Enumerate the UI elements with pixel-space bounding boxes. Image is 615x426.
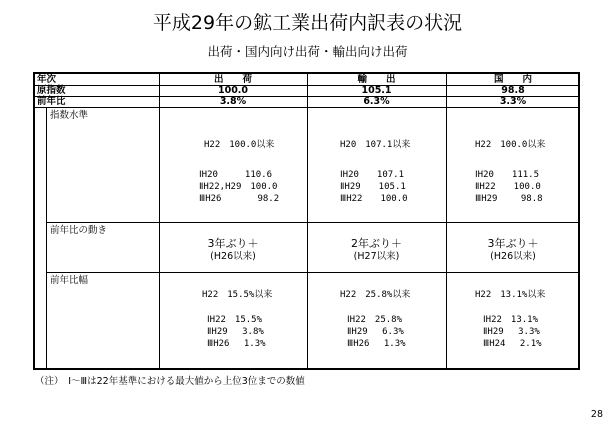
yoy-range-shipments-lead: H22 15.5%以来	[202, 290, 273, 300]
yoy-range-domestic-line: ⅠH22 13.1%	[483, 315, 539, 325]
yoy-range-shipments-line: ⅢH26 1.3%	[207, 339, 266, 349]
index-level-domestic-line: ⅠH20 111.5	[475, 170, 540, 180]
index-domestic: 98.8	[501, 85, 525, 96]
row-divider	[46, 222, 578, 223]
yoy-range-exports-line: ⅡH29 6.3%	[347, 327, 404, 337]
yoy-range-domestic-lead: H22 13.1%以来	[475, 290, 546, 300]
yoy-range-shipments-line: ⅡH29 3.8%	[207, 327, 264, 337]
summary-table	[33, 72, 580, 370]
yoy-trend-exports-since: (H27以来)	[353, 251, 400, 262]
index-level-domestic-lead: H22 100.0以来	[475, 140, 546, 150]
section-label-yoy-range: 前年比幅	[50, 275, 89, 286]
section-label-index-level: 指数水準	[50, 110, 89, 121]
index-level-exports-line: ⅢH22 100.0	[340, 194, 408, 204]
header-shipments: 出 荷	[213, 74, 252, 85]
yoy-range-shipments-line: ⅠH22 15.5%	[207, 315, 263, 325]
index-level-exports-line: ⅡH29 105.1	[340, 182, 406, 192]
index-level-shipments-line: ⅠH20 110.6	[199, 170, 273, 180]
section-label-yoy-trend: 前年比の動き	[50, 225, 108, 236]
yoy-range-exports-line: ⅢH26 1.3%	[347, 339, 406, 349]
index-level-domestic-line: ⅡH22 100.0	[475, 182, 541, 192]
yoy-range-domestic-line: ⅡH29 3.3%	[483, 327, 540, 337]
index-level-domestic-line: ⅢH29 98.8	[475, 194, 543, 204]
index-shipments: 100.0	[217, 85, 249, 96]
page-subtitle: 出荷・国内向け出荷・輸出向け出荷	[207, 44, 408, 59]
index-level-exports-lead: H20 107.1以来	[340, 140, 411, 150]
yoy-domestic: 3.3%	[499, 96, 527, 107]
index-level-shipments-line: ⅢH26 98.2	[199, 194, 280, 204]
column-divider	[446, 74, 447, 368]
column-divider	[46, 107, 47, 368]
yoy-range-domestic-line: ⅢH24 2.1%	[483, 339, 542, 349]
page-number: 28	[590, 409, 603, 420]
header-domestic: 国 内	[493, 74, 532, 85]
page-title: 平成29年の鉱工業出荷内訳表の状況	[152, 12, 463, 34]
header-year: 年次	[37, 74, 57, 85]
yoy-trend-shipments: 3年ぶり＋	[207, 237, 259, 250]
yoy-exports: 6.3%	[363, 96, 390, 107]
header-exports: 輸 出	[357, 74, 396, 85]
index-level-shipments-line: ⅡH22,H29 100.0	[199, 182, 278, 192]
index-level-shipments-lead: H22 100.0以来	[204, 140, 275, 150]
index-level-exports-line: ⅠH20 107.1	[340, 170, 405, 180]
row-divider	[46, 272, 578, 273]
yoy-trend-domestic-since: (H26以来)	[490, 251, 536, 262]
column-divider	[307, 74, 308, 368]
yoy-trend-shipments-since: (H26以来)	[210, 251, 256, 262]
yoy-range-exports-lead: H22 25.8%以来	[340, 290, 411, 300]
index-exports: 105.1	[361, 85, 392, 96]
yoy-row-label: 前年比	[37, 96, 66, 107]
yoy-shipments: 3.8%	[219, 96, 247, 107]
footnote: （注） Ⅰ～Ⅲは22年基準における最大値から上位3位までの数値	[35, 376, 305, 387]
yoy-trend-exports: 2年ぶり＋	[351, 237, 402, 250]
index-row-label: 原指数	[37, 85, 66, 96]
column-divider	[159, 74, 160, 368]
yoy-range-exports-line: ⅠH22 25.8%	[347, 315, 403, 325]
yoy-trend-domestic: 3年ぶり＋	[487, 237, 539, 250]
